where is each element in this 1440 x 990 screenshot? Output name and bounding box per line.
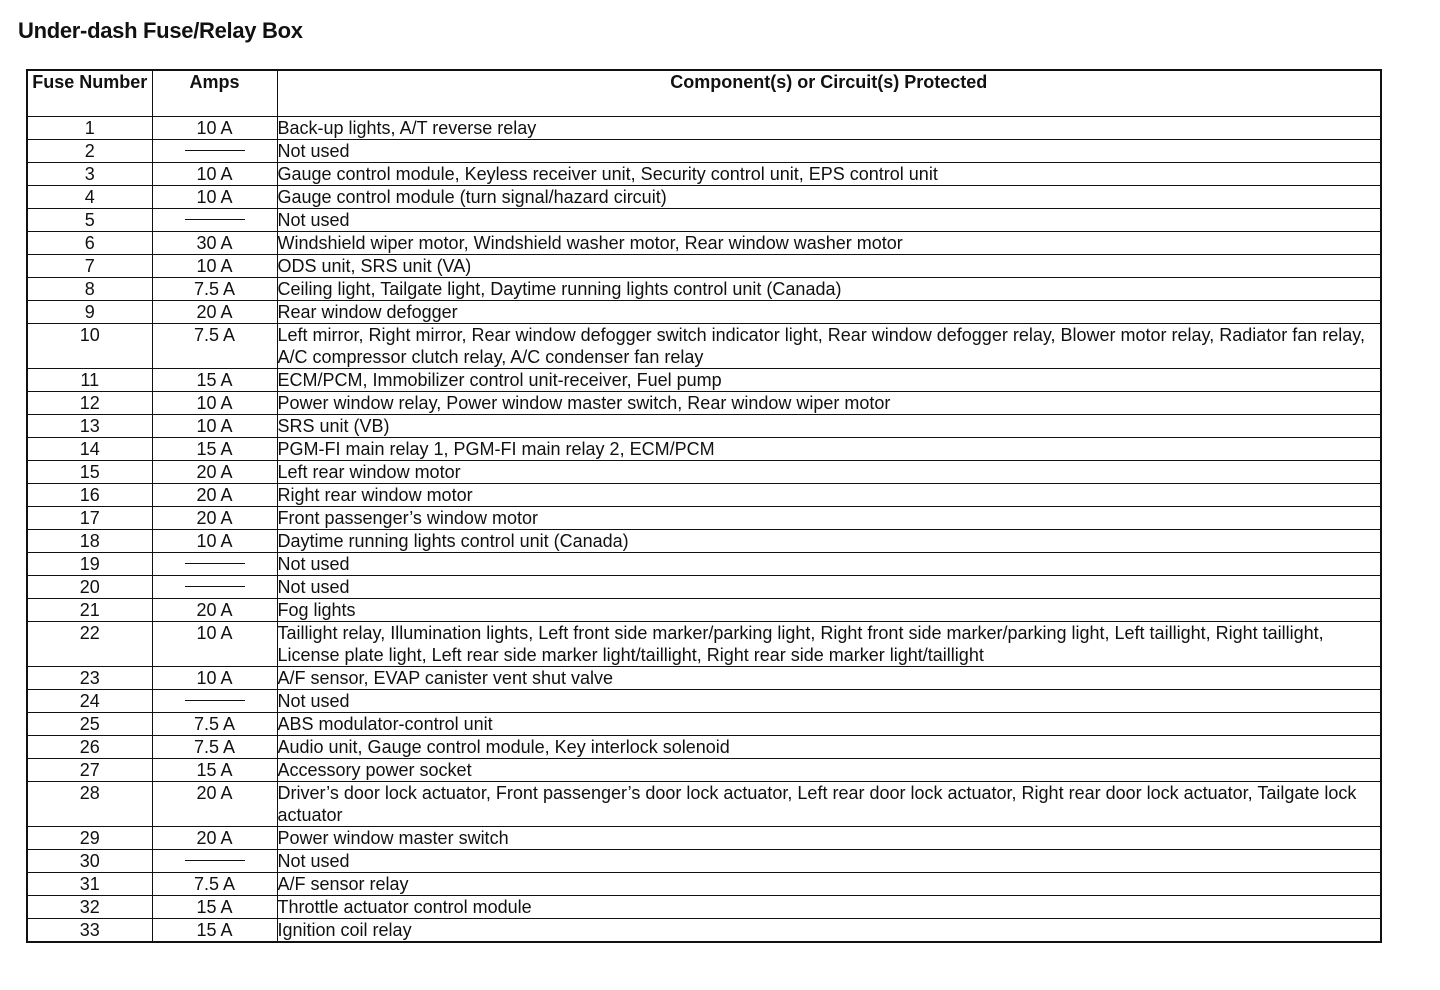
component-cell: Right rear window motor bbox=[277, 484, 1381, 507]
amps-cell: 15 A bbox=[152, 438, 277, 461]
fuse-number-cell: 18 bbox=[27, 530, 152, 553]
table-row bbox=[27, 919, 1381, 943]
fuse-number-cell: 32 bbox=[27, 896, 152, 919]
component-cell: Rear window defogger bbox=[277, 301, 1381, 324]
component-cell: ECM/PCM, Immobilizer control unit-receiver, Fuel pump bbox=[277, 369, 1381, 392]
component-cell: Not used bbox=[277, 209, 1381, 232]
table-row bbox=[27, 255, 1381, 278]
fuse-number-cell: 23 bbox=[27, 667, 152, 690]
component-cell: Not used bbox=[277, 850, 1381, 873]
fuse-number-cell: 3 bbox=[27, 163, 152, 186]
component-cell: Throttle actuator control module bbox=[277, 896, 1381, 919]
fuse-number-cell: 21 bbox=[27, 599, 152, 622]
table-row bbox=[27, 324, 1381, 369]
fuse-number-cell: 28 bbox=[27, 782, 152, 827]
not-used-dash bbox=[185, 700, 245, 701]
component-cell: Driver’s door lock actuator, Front passenger’s door lock actuator, Left rear door lock actuator, Right rear door lock actuator, Tailgate lock actuator bbox=[277, 782, 1381, 827]
component-cell: ODS unit, SRS unit (VA) bbox=[277, 255, 1381, 278]
fuse-number-cell: 8 bbox=[27, 278, 152, 301]
component-cell: PGM-FI main relay 1, PGM-FI main relay 2, ECM/PCM bbox=[277, 438, 1381, 461]
table-row bbox=[27, 599, 1381, 622]
amps-cell: 15 A bbox=[152, 896, 277, 919]
table-row bbox=[27, 507, 1381, 530]
amps-cell bbox=[152, 140, 277, 163]
amps-cell bbox=[152, 690, 277, 713]
fuse-number-cell: 27 bbox=[27, 759, 152, 782]
fuse-number-cell: 30 bbox=[27, 850, 152, 873]
table-row bbox=[27, 827, 1381, 850]
amps-cell: 20 A bbox=[152, 461, 277, 484]
component-cell: Taillight relay, Illumination lights, Left front side marker/parking light, Right front side marker/parking light, Left taillight, Right taillight, License plate light, Left rear side marker light/taillight, Right rear side marker light/taillight bbox=[277, 622, 1381, 667]
table-row bbox=[27, 759, 1381, 782]
amps-cell bbox=[152, 576, 277, 599]
fuse-number-cell: 31 bbox=[27, 873, 152, 896]
fuse-number-cell: 15 bbox=[27, 461, 152, 484]
table-row bbox=[27, 438, 1381, 461]
fuse-number-cell: 9 bbox=[27, 301, 152, 324]
fuse-number-cell: 22 bbox=[27, 622, 152, 667]
table-row bbox=[27, 163, 1381, 186]
fuse-number-cell: 12 bbox=[27, 392, 152, 415]
component-cell: A/F sensor, EVAP canister vent shut valve bbox=[277, 667, 1381, 690]
component-cell: Left mirror, Right mirror, Rear window defogger switch indicator light, Rear window defogger relay, Blower motor relay, Radiator fan relay, A/C compressor clutch relay, A/C condenser fan relay bbox=[277, 324, 1381, 369]
fuse-number-cell: 13 bbox=[27, 415, 152, 438]
fuse-table-container bbox=[26, 69, 1380, 943]
header-fuse-number: Fuse Number bbox=[27, 70, 152, 117]
table-row bbox=[27, 301, 1381, 324]
table-row bbox=[27, 484, 1381, 507]
component-cell: Power window master switch bbox=[277, 827, 1381, 850]
fuse-number-cell: 2 bbox=[27, 140, 152, 163]
amps-cell: 7.5 A bbox=[152, 873, 277, 896]
not-used-dash bbox=[185, 563, 245, 564]
fuse-table bbox=[26, 69, 1382, 943]
amps-cell: 30 A bbox=[152, 232, 277, 255]
component-cell: Front passenger’s window motor bbox=[277, 507, 1381, 530]
component-cell: A/F sensor relay bbox=[277, 873, 1381, 896]
not-used-dash bbox=[185, 219, 245, 220]
amps-cell: 10 A bbox=[152, 392, 277, 415]
table-row bbox=[27, 530, 1381, 553]
component-cell: Left rear window motor bbox=[277, 461, 1381, 484]
component-cell: Accessory power socket bbox=[277, 759, 1381, 782]
amps-cell: 20 A bbox=[152, 599, 277, 622]
component-cell: Daytime running lights control unit (Canada) bbox=[277, 530, 1381, 553]
table-row bbox=[27, 392, 1381, 415]
fuse-number-cell: 26 bbox=[27, 736, 152, 759]
amps-cell: 10 A bbox=[152, 667, 277, 690]
fuse-number-cell: 11 bbox=[27, 369, 152, 392]
component-cell: Ceiling light, Tailgate light, Daytime running lights control unit (Canada) bbox=[277, 278, 1381, 301]
fuse-table-body bbox=[27, 117, 1381, 943]
table-row bbox=[27, 461, 1381, 484]
amps-cell: 20 A bbox=[152, 484, 277, 507]
table-row bbox=[27, 736, 1381, 759]
component-cell: Not used bbox=[277, 690, 1381, 713]
amps-cell: 7.5 A bbox=[152, 324, 277, 369]
table-row bbox=[27, 415, 1381, 438]
table-header-row bbox=[27, 70, 1381, 117]
fuse-number-cell: 14 bbox=[27, 438, 152, 461]
amps-cell: 20 A bbox=[152, 827, 277, 850]
fuse-number-cell: 7 bbox=[27, 255, 152, 278]
amps-cell: 7.5 A bbox=[152, 736, 277, 759]
page-title: Under-dash Fuse/Relay Box bbox=[18, 18, 303, 43]
component-cell: Gauge control module (turn signal/hazard circuit) bbox=[277, 186, 1381, 209]
table-row bbox=[27, 850, 1381, 873]
component-cell: ABS modulator-control unit bbox=[277, 713, 1381, 736]
table-row bbox=[27, 690, 1381, 713]
table-row bbox=[27, 278, 1381, 301]
component-cell: Ignition coil relay bbox=[277, 919, 1381, 943]
header-component: Component(s) or Circuit(s) Protected bbox=[277, 70, 1381, 117]
amps-cell: 15 A bbox=[152, 919, 277, 943]
fuse-number-cell: 20 bbox=[27, 576, 152, 599]
amps-cell: 10 A bbox=[152, 415, 277, 438]
amps-cell: 10 A bbox=[152, 255, 277, 278]
not-used-dash bbox=[185, 150, 245, 151]
component-cell: Fog lights bbox=[277, 599, 1381, 622]
fuse-number-cell: 6 bbox=[27, 232, 152, 255]
amps-cell: 10 A bbox=[152, 163, 277, 186]
amps-cell: 10 A bbox=[152, 622, 277, 667]
fuse-number-cell: 25 bbox=[27, 713, 152, 736]
fuse-number-cell: 19 bbox=[27, 553, 152, 576]
fuse-number-cell: 16 bbox=[27, 484, 152, 507]
table-row bbox=[27, 186, 1381, 209]
amps-cell: 15 A bbox=[152, 369, 277, 392]
table-row bbox=[27, 896, 1381, 919]
component-cell: Back-up lights, A/T reverse relay bbox=[277, 117, 1381, 140]
table-row bbox=[27, 873, 1381, 896]
amps-cell: 7.5 A bbox=[152, 713, 277, 736]
amps-cell bbox=[152, 850, 277, 873]
table-row bbox=[27, 576, 1381, 599]
table-row bbox=[27, 713, 1381, 736]
amps-cell: 10 A bbox=[152, 530, 277, 553]
not-used-dash bbox=[185, 586, 245, 587]
table-row bbox=[27, 140, 1381, 163]
amps-cell: 10 A bbox=[152, 186, 277, 209]
component-cell: Gauge control module, Keyless receiver unit, Security control unit, EPS control unit bbox=[277, 163, 1381, 186]
amps-cell: 20 A bbox=[152, 782, 277, 827]
amps-cell bbox=[152, 553, 277, 576]
table-row bbox=[27, 232, 1381, 255]
table-row bbox=[27, 553, 1381, 576]
amps-cell: 7.5 A bbox=[152, 278, 277, 301]
fuse-number-cell: 33 bbox=[27, 919, 152, 943]
component-cell: Windshield wiper motor, Windshield washer motor, Rear window washer motor bbox=[277, 232, 1381, 255]
table-row bbox=[27, 667, 1381, 690]
component-cell: Not used bbox=[277, 553, 1381, 576]
fuse-number-cell: 29 bbox=[27, 827, 152, 850]
component-cell: Power window relay, Power window master switch, Rear window wiper motor bbox=[277, 392, 1381, 415]
header-amps: Amps bbox=[152, 70, 277, 117]
component-cell: SRS unit (VB) bbox=[277, 415, 1381, 438]
table-row bbox=[27, 117, 1381, 140]
table-row bbox=[27, 369, 1381, 392]
amps-cell: 20 A bbox=[152, 301, 277, 324]
table-row bbox=[27, 209, 1381, 232]
component-cell: Audio unit, Gauge control module, Key interlock solenoid bbox=[277, 736, 1381, 759]
table-row bbox=[27, 782, 1381, 827]
fuse-number-cell: 24 bbox=[27, 690, 152, 713]
table-row bbox=[27, 622, 1381, 667]
fuse-number-cell: 10 bbox=[27, 324, 152, 369]
fuse-number-cell: 17 bbox=[27, 507, 152, 530]
amps-cell: 20 A bbox=[152, 507, 277, 530]
amps-cell: 15 A bbox=[152, 759, 277, 782]
fuse-number-cell: 1 bbox=[27, 117, 152, 140]
not-used-dash bbox=[185, 860, 245, 861]
fuse-number-cell: 4 bbox=[27, 186, 152, 209]
amps-cell: 10 A bbox=[152, 117, 277, 140]
component-cell: Not used bbox=[277, 576, 1381, 599]
amps-cell bbox=[152, 209, 277, 232]
component-cell: Not used bbox=[277, 140, 1381, 163]
fuse-number-cell: 5 bbox=[27, 209, 152, 232]
